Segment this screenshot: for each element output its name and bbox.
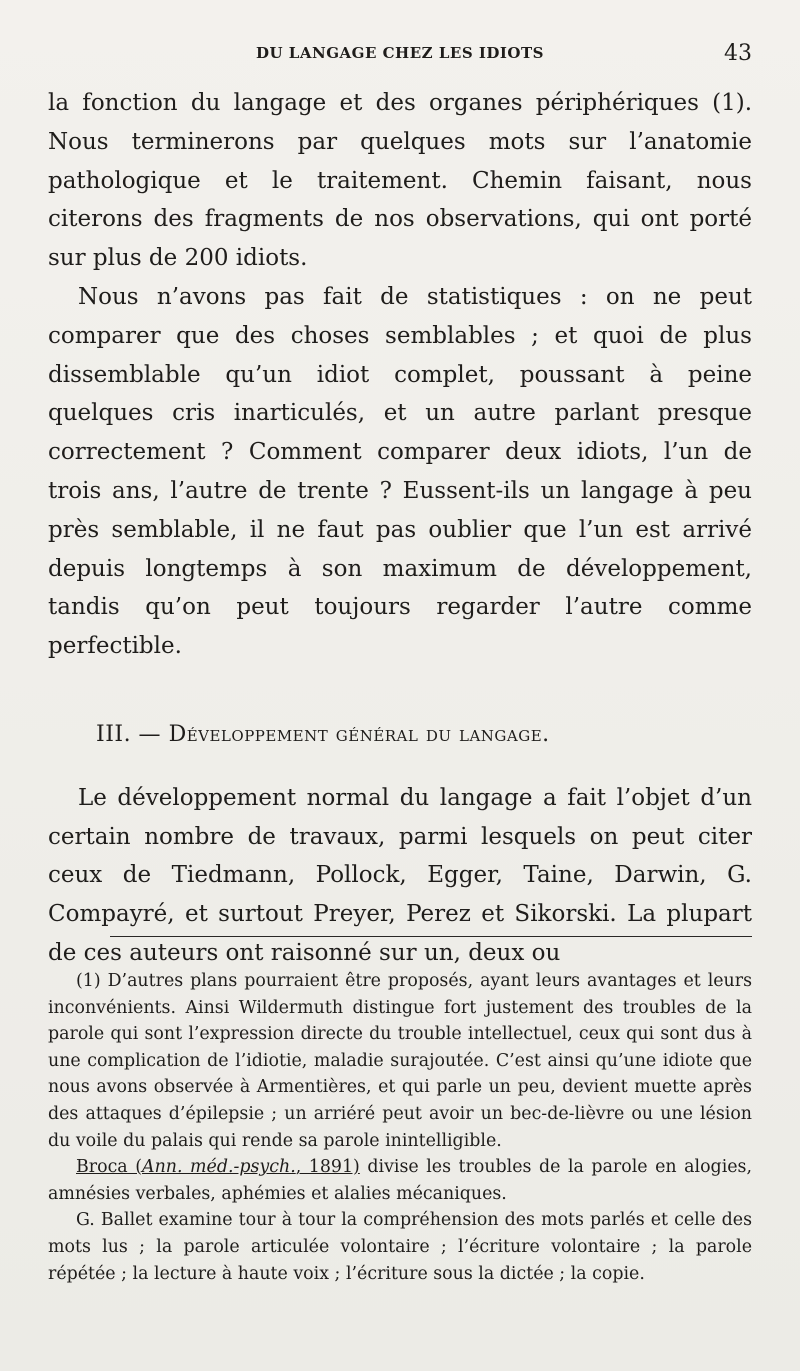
footnote-3: G. Ballet examine tour à tour la compréhension des mots parlés et celle des mots lus ; la parole articulée volontaire ; l’écriture volontaire ; la parole répétée ; la lecture à haute voix ; l’écriture sous la dictée ; la copie.	[48, 1210, 752, 1284]
footnote-2	[48, 1154, 752, 1207]
footnote-1: (1) D’autres plans pourraient être proposés, ayant leurs avantages et leurs inconvénients. Ainsi Wildermuth distingue fort justement des troubles de la parole qui sont l’expression directe du trouble intellectuel, ceux qui sont dus à une complication de l’idiotie, maladie surajoutée. C’est ainsi qu’une idiote que nous avons observée à Armentières, et qui parle un peu, devient muette après des attaques d’épilepsie ; un arriéré peut avoir un bec-de-lièvre ou une lésion du voile du palais qui rende sa parole inintelligible.	[48, 971, 752, 1151]
section-number: III. —	[96, 721, 162, 747]
running-head	[48, 41, 752, 74]
page-number: 43	[724, 41, 752, 66]
paragraph-3: Le développement normal du langage a fait l’objet d’un certain nombre de travaux, parmi lesquels on peut citer ceux de Tiedmann, Pollock, Egger, Taine, Darwin, G. Compayré, et surtout Preyer, Perez et Sikorski. La plupart de ces auteurs ont raisonné sur un, deux ou	[48, 784, 752, 966]
running-title: DU LANGAGE CHEZ LES IDIOTS	[256, 44, 544, 62]
paragraph-2: Nous n’avons pas fait de statistiques : on ne peut comparer que des choses semblables ; et quoi de plus dissemblable qu’un idiot complet, poussant à peine quelques cris inarticulés, et un autre parlant presque correctement ? Comment comparer deux idiots, l’un de trois ans, l’autre de trente ? Eussent-ils un langage à peu près semblable, il ne faut pas oublier que l’un est arrivé depuis longtemps à son maximum de développement, tandis qu’on peut toujours regarder l’autre comme perfectible.	[48, 283, 752, 660]
footnote-2-journal: Ann. méd.-psych.	[142, 1157, 296, 1178]
footnote-2-author: Broca (	[76, 1157, 143, 1178]
section-title: Développement général du langage.	[168, 721, 550, 747]
main-text	[48, 84, 752, 973]
section-heading	[48, 716, 752, 755]
footnote-2-rest: divise les troubles de la parole en alogies, amnésies verbales, aphémies et alalies mécaniques.	[48, 1157, 752, 1204]
footnote-divider	[110, 936, 752, 937]
paragraph-1: la fonction du langage et des organes périphériques (1). Nous terminerons par quelques mots sur l’anatomie pathologique et le traitement. Chemin faisant, nous citerons des fragments de nos observations, qui ont porté sur plus de 200 idiots.	[48, 90, 752, 272]
footnote-2-year: , 1891)	[295, 1157, 360, 1178]
footnotes	[48, 968, 752, 1287]
